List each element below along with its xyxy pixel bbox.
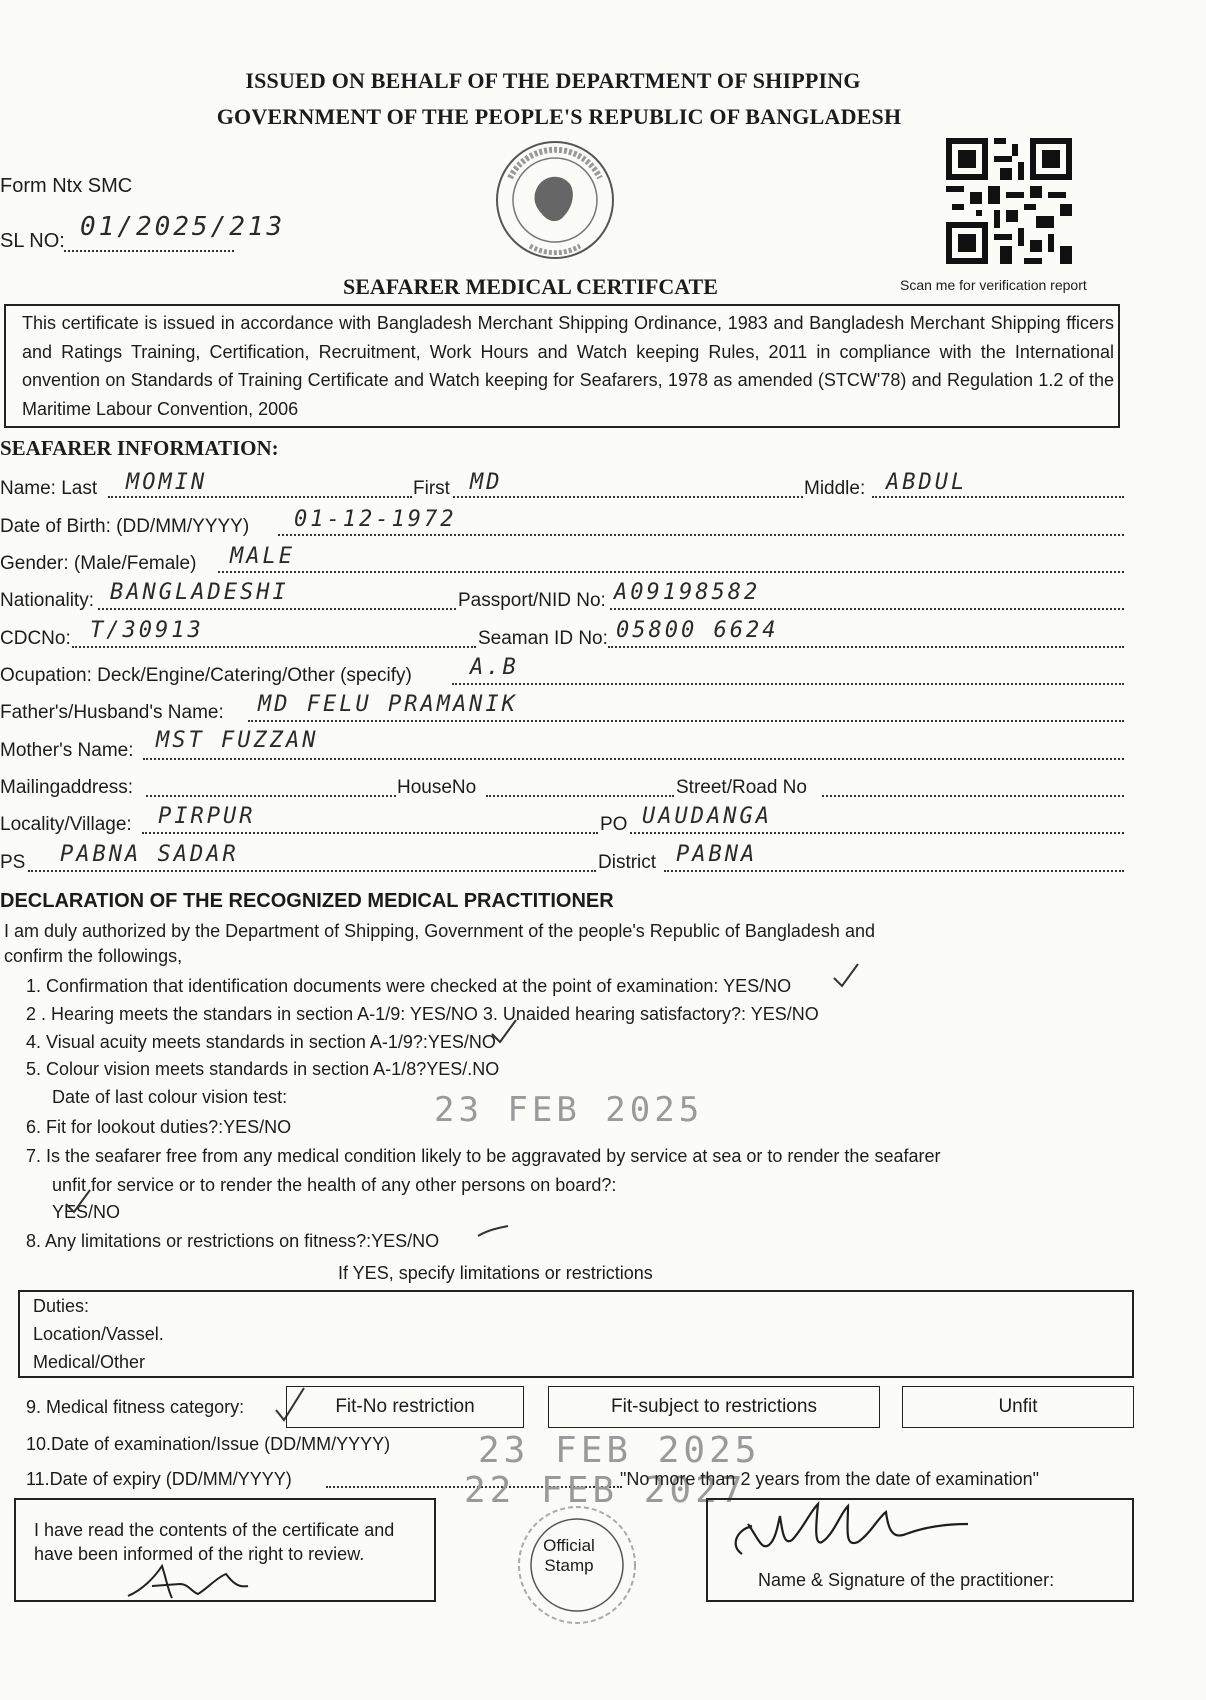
fit-subject-to-restrictions-box[interactable]: Fit-subject to restrictions <box>548 1386 880 1428</box>
declaration-heading: DECLARATION OF THE RECOGNIZED MEDICAL PRACTITIONER <box>0 890 614 912</box>
name-last-label: Name: Last <box>0 478 98 499</box>
declaration-item-5: 5. Colour vision meets standards in section A-1/8?YES/.NO <box>26 1059 500 1079</box>
locality-value: PIRPUR <box>158 804 256 829</box>
name-last-value: MOMIN <box>126 470 208 495</box>
passport-value: A09198582 <box>614 580 761 605</box>
declaration-item-4: 4. Visual acuity meets standards in section A-1/9?:YES/NO <box>26 1032 496 1052</box>
sl-value: 01/2025/213 <box>80 212 286 242</box>
gender-label: Gender: (Male/Female) <box>0 553 197 574</box>
sl-label: SL NO: <box>0 230 65 252</box>
government-seal <box>490 138 620 262</box>
form-label: Form Ntx SMC <box>0 175 133 197</box>
header-line2: GOVERNMENT OF THE PEOPLE'S REPUBLIC OF BANGLADESH <box>216 104 902 129</box>
qr-caption: Scan me for verification report <box>900 277 1087 293</box>
occupation-label: Ocupation: Deck/Engine/Catering/Other (specify) <box>0 665 412 686</box>
declaration-item-2: 2 . Hearing meets the standars in section A-1/9: YES/NO 3. Unaided hearing satisfactory?: YES/NO <box>26 1004 819 1024</box>
middle-name-value: ABDUL <box>886 470 968 495</box>
exam-date-label: 10.Date of examination/Issue (DD/MM/YYYY) <box>26 1434 391 1454</box>
declaration-item-1: 1. Confirmation that identification documents were checked at the point of examination: YES/NO <box>26 976 792 996</box>
first-name-value: MD <box>470 470 503 495</box>
tick-item-8 <box>476 1222 510 1248</box>
colour-test-label: Date of last colour vision test: <box>52 1087 288 1107</box>
expiry-date-value: 22 FEB 2027 <box>464 1470 747 1511</box>
po-value: UAUDANGA <box>642 804 772 829</box>
middle-name-label: Middle: <box>804 478 866 499</box>
mother-label: Mother's Name: <box>0 740 134 761</box>
seafarer-signature <box>122 1560 262 1604</box>
cdc-label: CDCNo: <box>0 628 71 649</box>
stamp-label <box>516 1536 622 1576</box>
po-label: PO <box>600 814 628 835</box>
stamp-line-1: Official <box>543 1536 595 1555</box>
stamp-line-2: Stamp <box>544 1556 594 1575</box>
declaration-item-6: 6. Fit for lookout duties?:YES/NO <box>26 1117 292 1137</box>
signature-label: Name & Signature of the practitioner: <box>758 1570 1055 1590</box>
exam-date-value: 23 FEB 2025 <box>478 1430 761 1471</box>
locality-label: Locality/Village: <box>0 814 132 835</box>
qr-code[interactable] <box>946 138 1072 264</box>
house-label: HouseNo <box>397 777 477 798</box>
expiry-note: "No more than 2 years from the date of examination" <box>620 1469 1039 1489</box>
limitations-box <box>18 1290 1134 1378</box>
tick-item-7 <box>62 1188 92 1216</box>
mother-value: MST FUZZAN <box>156 728 319 753</box>
ps-label: PS <box>0 852 26 873</box>
fit-no-restriction-box[interactable]: Fit-No restriction <box>286 1386 524 1428</box>
declaration-intro-1: I am duly authorized by the Department of Shipping, Government of the people's Republic of Bangladesh and <box>4 921 875 941</box>
district-value: PABNA <box>676 842 758 867</box>
practitioner-signature <box>718 1494 1018 1574</box>
cdc-value: T/30913 <box>90 618 204 643</box>
occupation-value: A.B <box>470 655 519 680</box>
colour-test-date: 23 FEB 2025 <box>434 1090 704 1130</box>
declaration-item-7-answer: YES/NO <box>52 1202 121 1222</box>
header-line1: ISSUED ON BEHALF OF THE DEPARTMENT OF SHIPPING <box>245 68 861 93</box>
father-label: Father's/Husband's Name: <box>0 702 224 723</box>
father-value: MD FELU PRAMANIK <box>258 692 518 717</box>
seaman-label: Seaman ID No: <box>478 628 608 649</box>
duties-label: Duties: <box>33 1296 90 1316</box>
gender-value: MALE <box>230 544 295 569</box>
tick-item-4 <box>488 1018 518 1046</box>
declaration-item-7-cont: unfit for service or to render the health of any other persons on board?: <box>52 1175 617 1195</box>
tick-item-1 <box>830 962 860 990</box>
nationality-value: BANGLADESHI <box>110 580 289 605</box>
location-label: Location/Vassel. <box>33 1324 164 1344</box>
declaration-intro-2: confirm the followings, <box>4 946 183 966</box>
declaration-item-8: 8. Any limitations or restrictions on fitness?:YES/NO <box>26 1231 440 1251</box>
dob-value: 01-12-1972 <box>294 507 457 532</box>
certificate-title: SEAFARER MEDICAL CERTIFCATE <box>343 274 718 299</box>
dob-label: Date of Birth: (DD/MM/YYYY) <box>0 516 250 537</box>
acknowledgement-text: I have read the contents of the certificate and have been informed of the right to review. <box>34 1520 395 1564</box>
passport-label: Passport/NID No: <box>458 590 606 611</box>
declaration-item-7: 7. Is the seafarer free from any medical condition likely to be aggravated by service at sea or to render the seafarer <box>26 1146 941 1166</box>
intro-paragraph: This certificate is issued in accordance with Bangladesh Merchant Shipping Ordinance, 1983 and Bangladesh Merchant Shipping fficers and Ratings Training, Certification, Recruitment, Work Hours and Watch keeping Rules, 2011 in compliance with the International onvention on Standards of Training Certificate and Watch keeping for Seafarers, 1978 as amended (STCW'78) and Regulation 1.2 of the Maritime Labour Convention, 2006 <box>22 313 1114 419</box>
if-yes-label: If YES, specify limitations or restrictions <box>338 1263 653 1283</box>
expiry-date-label: 11.Date of expiry (DD/MM/YYYY) <box>26 1469 292 1489</box>
ps-value: PABNA SADAR <box>60 842 239 867</box>
unfit-box[interactable]: Unfit <box>902 1386 1134 1428</box>
nationality-label: Nationality: <box>0 590 94 611</box>
info-heading: SEAFARER INFORMATION: <box>0 436 279 460</box>
street-label: Street/Road No <box>676 777 807 798</box>
mailing-label: Mailingaddress: <box>0 777 134 798</box>
first-name-label: First <box>413 478 450 499</box>
district-label: District <box>598 852 657 873</box>
seaman-value: 05800 6624 <box>616 618 779 643</box>
medical-other-label: Medical/Other <box>33 1352 146 1372</box>
fitness-category-label: 9. Medical fitness category: <box>26 1397 245 1417</box>
